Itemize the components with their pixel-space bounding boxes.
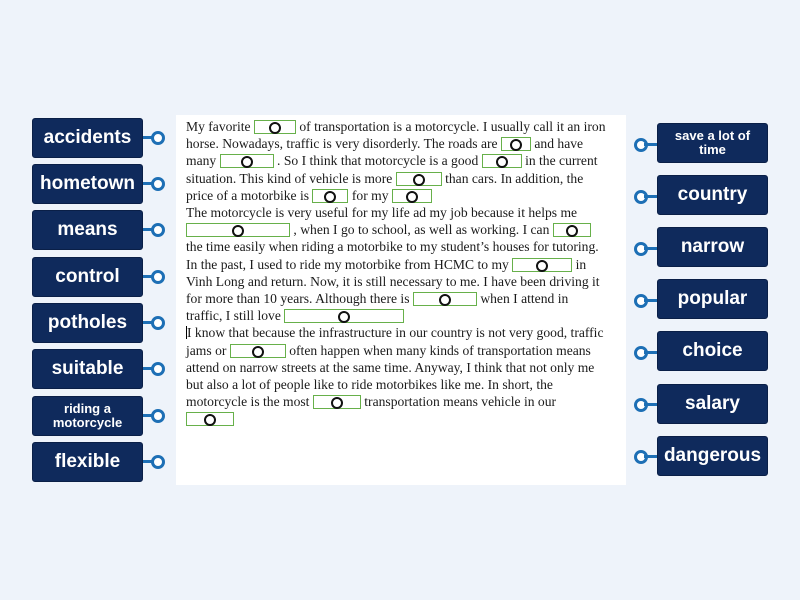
word-tile-label: riding a motorcycle <box>52 401 123 430</box>
drop-target-icon <box>269 122 281 134</box>
text-segment: My favorite <box>186 119 251 134</box>
word-tile-choice[interactable] <box>657 331 768 371</box>
text-segment: the time easily when riding a motorbike to my student’s houses for tutoring. In the past, I used to ride my motorbike from HCMC to my <box>186 239 599 272</box>
answer-blank[interactable] <box>512 258 572 272</box>
word-tile-label: suitable <box>51 358 124 380</box>
word-tile-label: choice <box>682 340 743 362</box>
text-segment: transportation means vehicle in our <box>364 394 557 410</box>
word-tile-dangerous[interactable] <box>657 436 768 476</box>
answer-blank[interactable] <box>186 412 234 426</box>
text-segment: . So I think that motorcycle is a good <box>277 153 479 169</box>
text-segment: in the current situation. This kind of vehicle is more <box>186 153 598 186</box>
word-tile-label: potholes <box>47 312 128 334</box>
word-tile-popular[interactable] <box>657 279 768 319</box>
connector-line <box>644 143 657 146</box>
drop-target-icon <box>331 397 343 409</box>
paragraph-2 <box>186 204 606 324</box>
answer-blank[interactable] <box>230 344 286 358</box>
paragraph-1 <box>186 118 606 204</box>
connector-line <box>644 299 657 302</box>
text-segment: for my <box>351 187 389 203</box>
drop-target-icon <box>496 156 508 168</box>
answer-blank[interactable] <box>186 223 290 237</box>
word-tile-label: dangerous <box>663 445 762 467</box>
answer-blank[interactable] <box>413 292 477 306</box>
text-segment: of transportation is a motorcycle. I usually call it an iron horse. Nowadays, traffic is very disorderly. The roads are <box>186 119 606 152</box>
drop-target-icon <box>406 191 418 203</box>
word-tile-save-a-lot-of-time[interactable] <box>657 123 768 163</box>
word-tile-label: hometown <box>40 173 135 195</box>
connector-line <box>644 403 657 406</box>
word-tile-country[interactable] <box>657 175 768 215</box>
drop-target-icon <box>232 225 244 237</box>
word-tile-salary[interactable] <box>657 384 768 424</box>
answer-blank[interactable] <box>396 172 442 186</box>
text-segment: than cars. In addition, the price of a motorbike is <box>186 170 584 203</box>
answer-blank[interactable] <box>392 189 432 203</box>
drop-target-icon <box>338 311 350 323</box>
text-segment: , when I go to school, as well as working. I can <box>293 222 550 238</box>
connector-line <box>644 455 657 458</box>
answer-blank[interactable] <box>501 137 531 151</box>
answer-blank[interactable] <box>313 395 361 409</box>
text-segment: in Vinh Long and return. Now, it is still necessary to me. I have been driving it for more than 10 years. Although there is <box>186 256 600 307</box>
answer-blank[interactable] <box>220 154 274 168</box>
connector-line <box>644 351 657 354</box>
word-tile-label: salary <box>685 393 740 415</box>
word-tile-label: country <box>677 184 748 206</box>
word-tile-label: narrow <box>680 236 745 258</box>
drop-target-icon <box>439 294 451 306</box>
drop-target-icon <box>566 225 578 237</box>
drop-target-icon <box>324 191 336 203</box>
drop-target-icon <box>204 414 216 426</box>
word-tile-label: control <box>55 266 120 288</box>
passage-text <box>186 118 606 428</box>
answer-blank[interactable] <box>254 120 296 134</box>
text-segment: and have many <box>186 136 584 169</box>
paragraph-3 <box>186 324 606 427</box>
word-tile-narrow[interactable] <box>657 227 768 267</box>
drop-target-icon <box>413 174 425 186</box>
word-tile-label: flexible <box>54 451 121 473</box>
answer-blank[interactable] <box>284 309 404 323</box>
connector-line <box>644 247 657 250</box>
word-tile-label: save a lot of time <box>674 128 751 157</box>
text-segment: often happen when many kinds of transportation means attend on narrow streets at the same time. Anyway, I think that not only me but also a lot of people like to ride motorbikes like me. In short, the motorcycle is the most <box>186 342 595 410</box>
text-segment: I know that because the infrastructure in our country is not very good, traffic jams or <box>186 325 604 358</box>
answer-blank[interactable] <box>553 223 591 237</box>
answer-blank[interactable] <box>482 154 522 168</box>
drop-target-icon <box>241 156 253 168</box>
drop-target-icon <box>510 139 522 151</box>
text-segment: when I attend in traffic, I still love <box>186 291 569 324</box>
word-tile-label: popular <box>677 288 748 310</box>
word-tile-label: means <box>57 219 118 241</box>
drop-target-icon <box>252 346 264 358</box>
drop-target-icon <box>536 260 548 272</box>
connector-line <box>644 195 657 198</box>
word-tile-label: accidents <box>43 127 132 149</box>
answer-blank[interactable] <box>312 189 348 203</box>
text-segment: The motorcycle is very useful for my life ad my job because it helps me <box>186 205 578 221</box>
